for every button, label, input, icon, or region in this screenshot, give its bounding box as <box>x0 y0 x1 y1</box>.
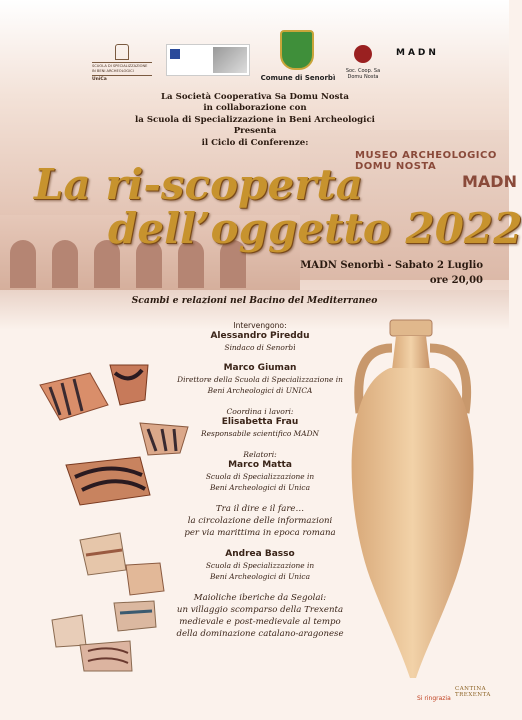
unica-logo <box>92 44 152 82</box>
talk1-line1: Tra il dire e il fare… <box>215 504 305 514</box>
coord-role: Responsabile scientifico MADN <box>201 429 319 438</box>
speaker2-role2: Beni Archeologici di UNICA <box>207 386 313 395</box>
shard <box>52 615 86 647</box>
rel2-name: Andrea Basso <box>225 549 295 559</box>
title-line2: dell’oggetto 2022 <box>108 204 522 253</box>
intro-line1: La Società Cooperativa Sa Domu Nosta <box>161 92 349 102</box>
museum-sign-madn: MADN <box>462 172 517 191</box>
intro-line4: Presenta <box>233 126 277 137</box>
talk2-line3: medievale e post-medievale al tempo <box>179 617 341 627</box>
madn-logo: MADN <box>396 48 439 58</box>
ministry-emblem-icon <box>170 49 180 59</box>
rel1-role1: Scuola di Specializzazione in <box>205 472 315 481</box>
unica-line2: IN BENI ARCHEOLOGICI <box>92 69 134 73</box>
comune-label: Comune di Senorbì <box>260 74 336 82</box>
speaker1-role: Sindaco di Senorbì <box>224 343 296 352</box>
rel1-role2: Beni Archeologici di Unica <box>210 483 310 492</box>
intro-line2: in collaborazione con <box>203 103 307 114</box>
relatori-label: Relatori: <box>243 450 277 459</box>
thanks-label: Si ringrazia <box>417 695 451 702</box>
speaker1-name: Alessandro Pireddu <box>210 331 310 341</box>
rel2-role2: Beni Archeologici di Unica <box>210 572 310 581</box>
unica-line3: UniCa <box>92 77 107 82</box>
event-time: ore 20,00 <box>429 275 483 286</box>
coop-logo-icon <box>354 45 372 63</box>
museum-sign: MUSEO ARCHEOLOGICO DOMU NOSTA <box>355 150 497 172</box>
speaker2-name: Marco Giuman <box>223 363 297 373</box>
coord-label: Coordina i lavori: <box>226 407 294 416</box>
title-line1: La ri-scoperta <box>34 160 363 209</box>
shard <box>66 457 150 505</box>
program <box>140 320 380 640</box>
talk1-line2: la circolazione delle informazioni <box>187 516 333 526</box>
speakers-label: Intervengono: <box>233 321 287 330</box>
event-place-date: MADN Senorbì - Sabato 2 Luglio <box>300 260 483 271</box>
talk2-line1: Maioliche iberiche da Segolai: <box>193 593 327 603</box>
talk2-line2: un villaggio scomparso della Trexenta <box>176 605 344 615</box>
event-info <box>300 258 483 288</box>
shard <box>80 533 126 575</box>
coop-label: Soc. Coop. Sa Domu Nosta <box>345 68 381 80</box>
arch <box>10 240 36 288</box>
unica-line1: SCUOLA DI SPECIALIZZAZIONE <box>92 64 148 68</box>
shard <box>40 373 108 420</box>
cantina-logo: CANTINA TREXENTA <box>455 686 491 698</box>
subtitle: Scambi e relazioni nel Bacino del Mediterraneo <box>131 295 378 306</box>
arch <box>52 240 78 288</box>
soprintendenza-logo <box>166 44 250 76</box>
tower-icon <box>115 44 129 60</box>
speaker2-role1: Direttore della Scuola di Specializzazione in <box>177 375 343 384</box>
intro-block <box>80 92 430 149</box>
talk2-line4: della dominazione catalano-aragonese <box>176 629 344 639</box>
talk1-line3: per via marittima in epoca romana <box>184 528 336 538</box>
senorbi-crest-icon <box>280 30 314 70</box>
rel2-role1: Scuola di Specializzazione in <box>205 561 315 570</box>
coord-name: Elisabetta Frau <box>221 417 299 427</box>
intro-line5: il Ciclo di Conferenze: <box>201 137 309 148</box>
building-photo <box>213 47 247 73</box>
shard <box>80 641 132 671</box>
intro-line3: la Scuola di Specializzazione in Beni Archeologici <box>135 114 375 125</box>
rel1-name: Marco Matta <box>228 460 292 470</box>
